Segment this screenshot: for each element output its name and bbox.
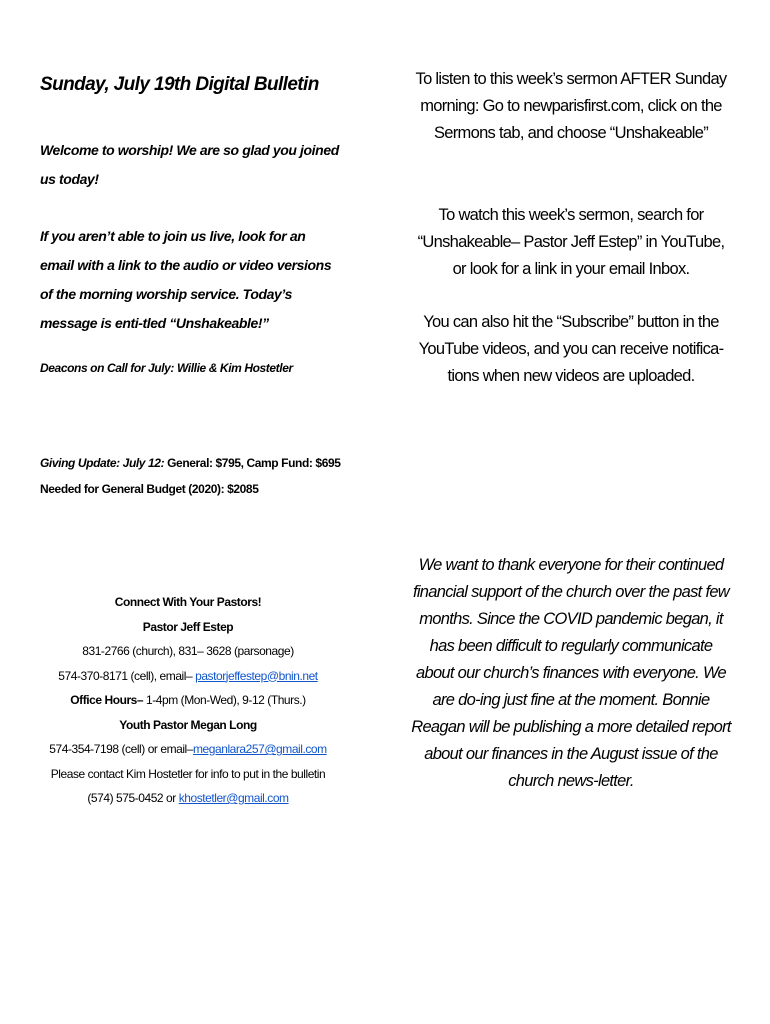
finance-thanks-message: We want to thank everyone for their continued financial support of the church over the past few months. Since the COVID pandemic began, it has been difficult to regularly communicate about our church’s finances with everyone. We are do-ing just fine at the moment. Bonnie Reagan will be publishing a more detailed report about our finances in the August issue of the church news-letter.	[411, 556, 731, 790]
pastor-cell-line	[40, 664, 336, 689]
bulletin-title: Sunday, July 19th Digital Bulletin	[40, 74, 319, 95]
contact-email-link[interactable]: khostetler@gmail.com	[178, 791, 289, 805]
deacons-on-call: Deacons on Call for July: Willie & Kim Hostetler	[40, 361, 293, 375]
pastor-name: Pastor Jeff Estep	[142, 619, 234, 634]
youth-pastor-name: Youth Pastor Megan Long	[119, 717, 257, 732]
bulletin-contact-phone-line	[40, 786, 336, 811]
general-budget-needed: Needed for General Budget (2020): $2085	[40, 482, 259, 496]
connect-section	[40, 590, 336, 811]
pastor-email-link[interactable]: pastorjeffestep@bnin.net	[195, 668, 318, 683]
giving-label: Giving Update: July 12:	[40, 456, 165, 470]
subscribe-info: You can also hit the “Subscribe” button in the YouTube videos, and you can receive notifica-tions when new videos are uploaded.	[418, 313, 724, 385]
welcome-message: Welcome to worship! We are so glad you joined us today!	[40, 142, 339, 187]
bulletin-contact-line: Please contact Kim Hostetler for info to put in the bulletin	[50, 766, 326, 781]
sermon-listen-info: To listen to this week’s sermon AFTER Sunday morning: Go to newparisfirst.com, click on the Sermons tab, and choose “Unshakeable”	[415, 70, 727, 142]
contact-phone-prefix: (574) 575-0452 or	[87, 791, 179, 805]
office-hours-label: Office Hours–	[70, 693, 144, 707]
pastor-phones: 831-2766 (church), 831– 3628 (parsonage)	[82, 644, 294, 658]
left-column	[40, 66, 341, 496]
youth-email-link[interactable]: meganlara257@gmail.com	[193, 742, 327, 756]
giving-update	[40, 450, 360, 502]
youth-cell-prefix: 574-354-7198 (cell) or email–	[49, 742, 193, 756]
pastor-cell-prefix: 574-370-8171 (cell), email–	[58, 668, 196, 683]
remote-worship-note: If you aren’t able to join us live, look for an email with a link to the audio or video versions of the morning worship service. Today’s message is enti-tled “Unshakeable!”	[40, 228, 332, 331]
office-hours-value: 1-4pm (Mon-Wed), 9-12 (Thurs.)	[143, 693, 306, 707]
youth-cell-line	[40, 737, 336, 762]
giving-line	[40, 450, 360, 476]
office-hours-line	[40, 688, 336, 713]
sermon-watch-info: To watch this week’s sermon, search for “Unshakeable– Pastor Jeff Estep” in YouTube, or look for a link in your email Inbox.	[417, 206, 725, 278]
giving-values: General: $795, Camp Fund: $695	[167, 456, 341, 470]
connect-heading: Connect With Your Pastors!	[114, 595, 262, 609]
